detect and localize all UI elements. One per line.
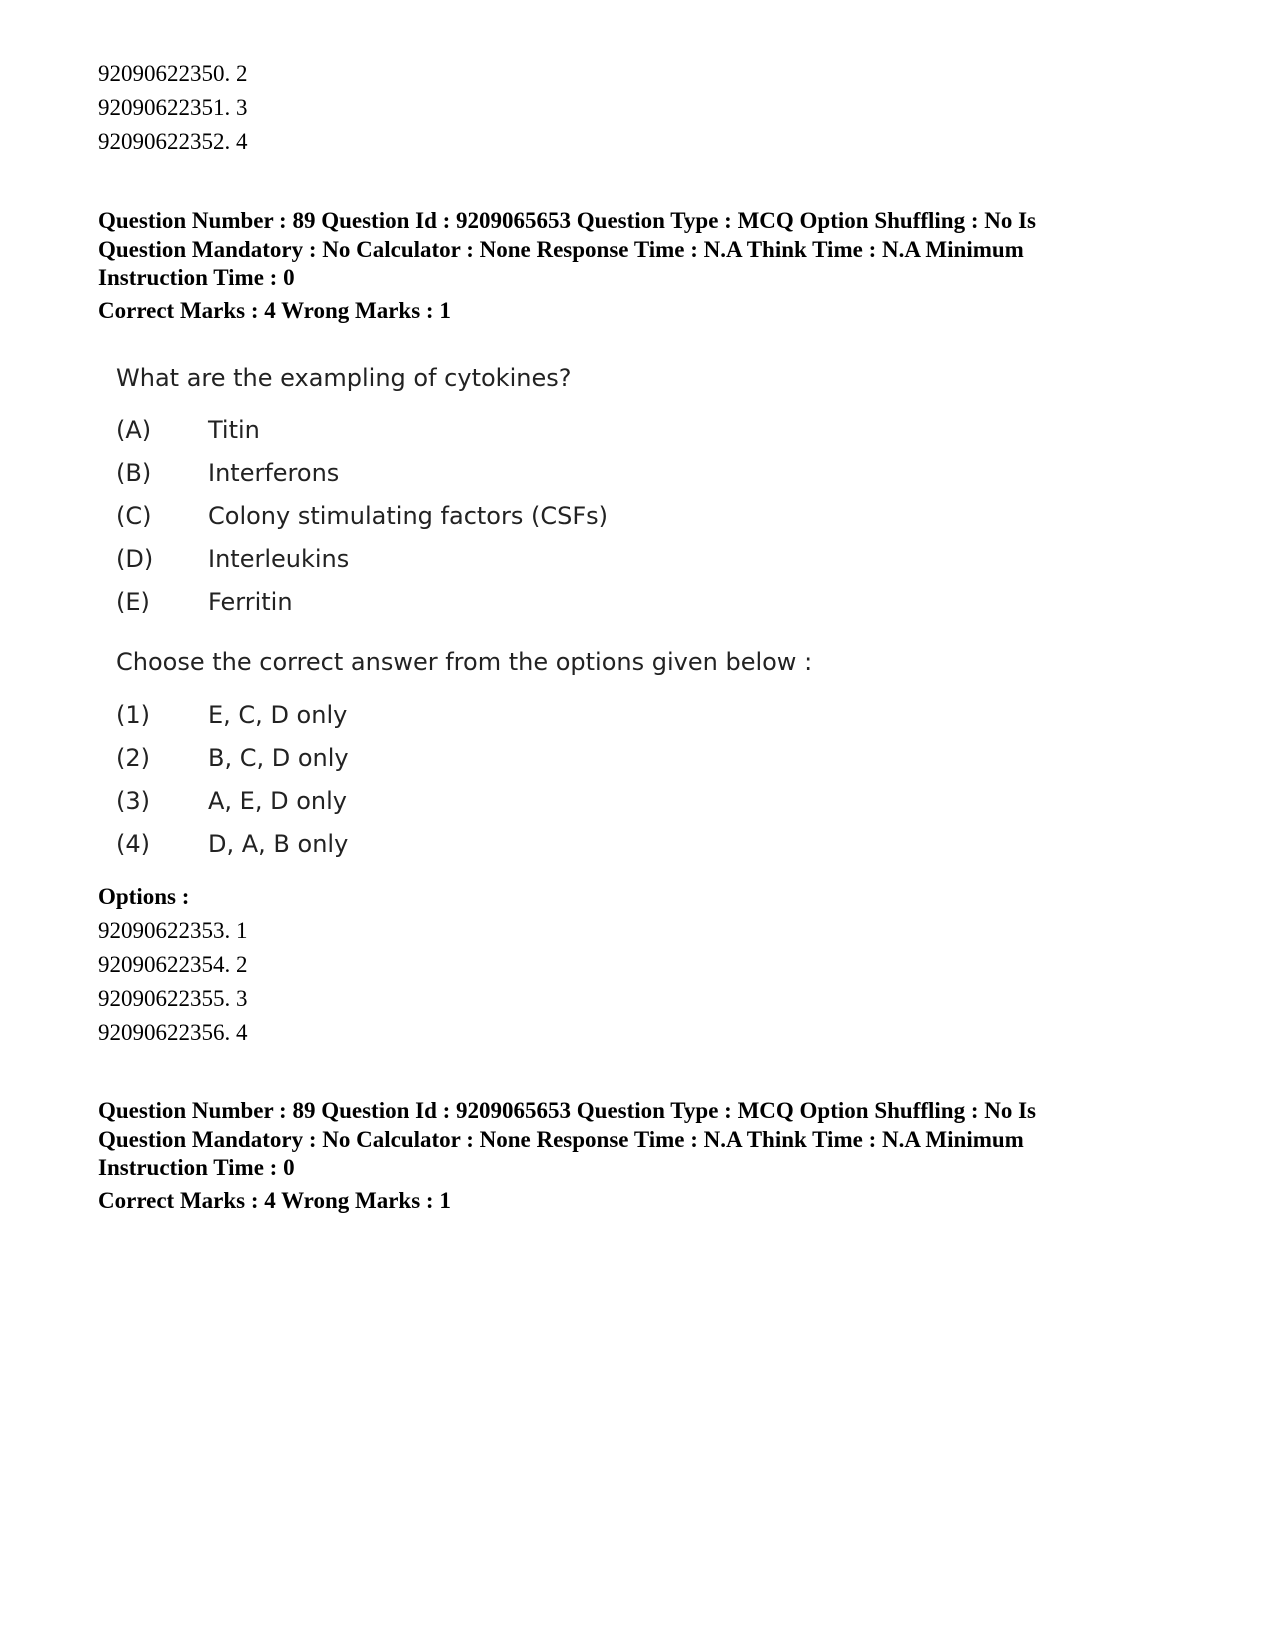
question-image [98,340,813,880]
answer-text: E, C, D only [208,701,348,729]
option-number: 2 [236,61,248,86]
answer-label: (2) [116,744,150,772]
question-marks: Correct Marks : 4 Wrong Marks : 1 [98,1188,451,1213]
option-line: 92090622351. 3 [98,95,248,120]
answer-label: (3) [116,787,150,815]
question-text: What are the exampling of cytokines? [116,364,572,392]
option-number: 2 [236,952,248,977]
option-number: 4 [236,1020,248,1045]
question-meta: Question Number : 89 Question Id : 9209065653 Question Type : MCQ Option Shuffling : No Is Question Mandatory : No Calculator : None Response Time : N.A Think Time : N.A Minimum Instruction Time : 0 [98,1098,1037,1180]
question-marks: Correct Marks : 4 Wrong Marks : 1 [98,298,451,323]
statement-label: (D) [116,545,154,573]
option-number: 4 [236,129,248,154]
option-id: 92090622354 [98,952,225,977]
option-id: 92090622355 [98,986,225,1011]
option-line: 92090622350. 2 [98,61,248,86]
statement-label: (A) [116,416,152,444]
option-id: 92090622350 [98,61,225,86]
option-number: 1 [236,918,248,943]
answer-label: (4) [116,830,150,858]
answer-text: B, C, D only [208,744,349,772]
statement-label: (E) [116,588,150,616]
option-id: 92090622353 [98,918,225,943]
statement-label: (C) [116,502,152,530]
option-line: 92090622356. 4 [98,1020,248,1045]
statement-text: Colony stimulating factors (CSFs) [208,502,609,530]
option-id: 92090622351 [98,95,225,120]
option-line: 92090622354. 2 [98,952,248,977]
option-number: 3 [236,95,248,120]
statement-text: Interferons [208,459,340,487]
statement-text: Titin [208,416,260,444]
options-heading: Options : [98,884,190,909]
choose-instruction: Choose the correct answer from the options given below : [116,648,813,676]
option-line: 92090622355. 3 [98,986,248,1011]
statement-text: Ferritin [208,588,293,616]
statement-label: (B) [116,459,152,487]
answer-text: A, E, D only [208,787,347,815]
option-line: 92090622353. 1 [98,918,248,943]
option-id: 92090622352 [98,129,225,154]
option-id: 92090622356 [98,1020,225,1045]
option-line: 92090622352. 4 [98,129,248,154]
answer-text: D, A, B only [208,830,349,858]
question-meta: Question Number : 89 Question Id : 9209065653 Question Type : MCQ Option Shuffling : No Is Question Mandatory : No Calculator : None Response Time : N.A Think Time : N.A Minimum Instruction Time : 0 [98,208,1037,290]
statement-text: Interleukins [208,545,350,573]
answer-label: (1) [116,701,150,729]
option-number: 3 [236,986,248,1011]
